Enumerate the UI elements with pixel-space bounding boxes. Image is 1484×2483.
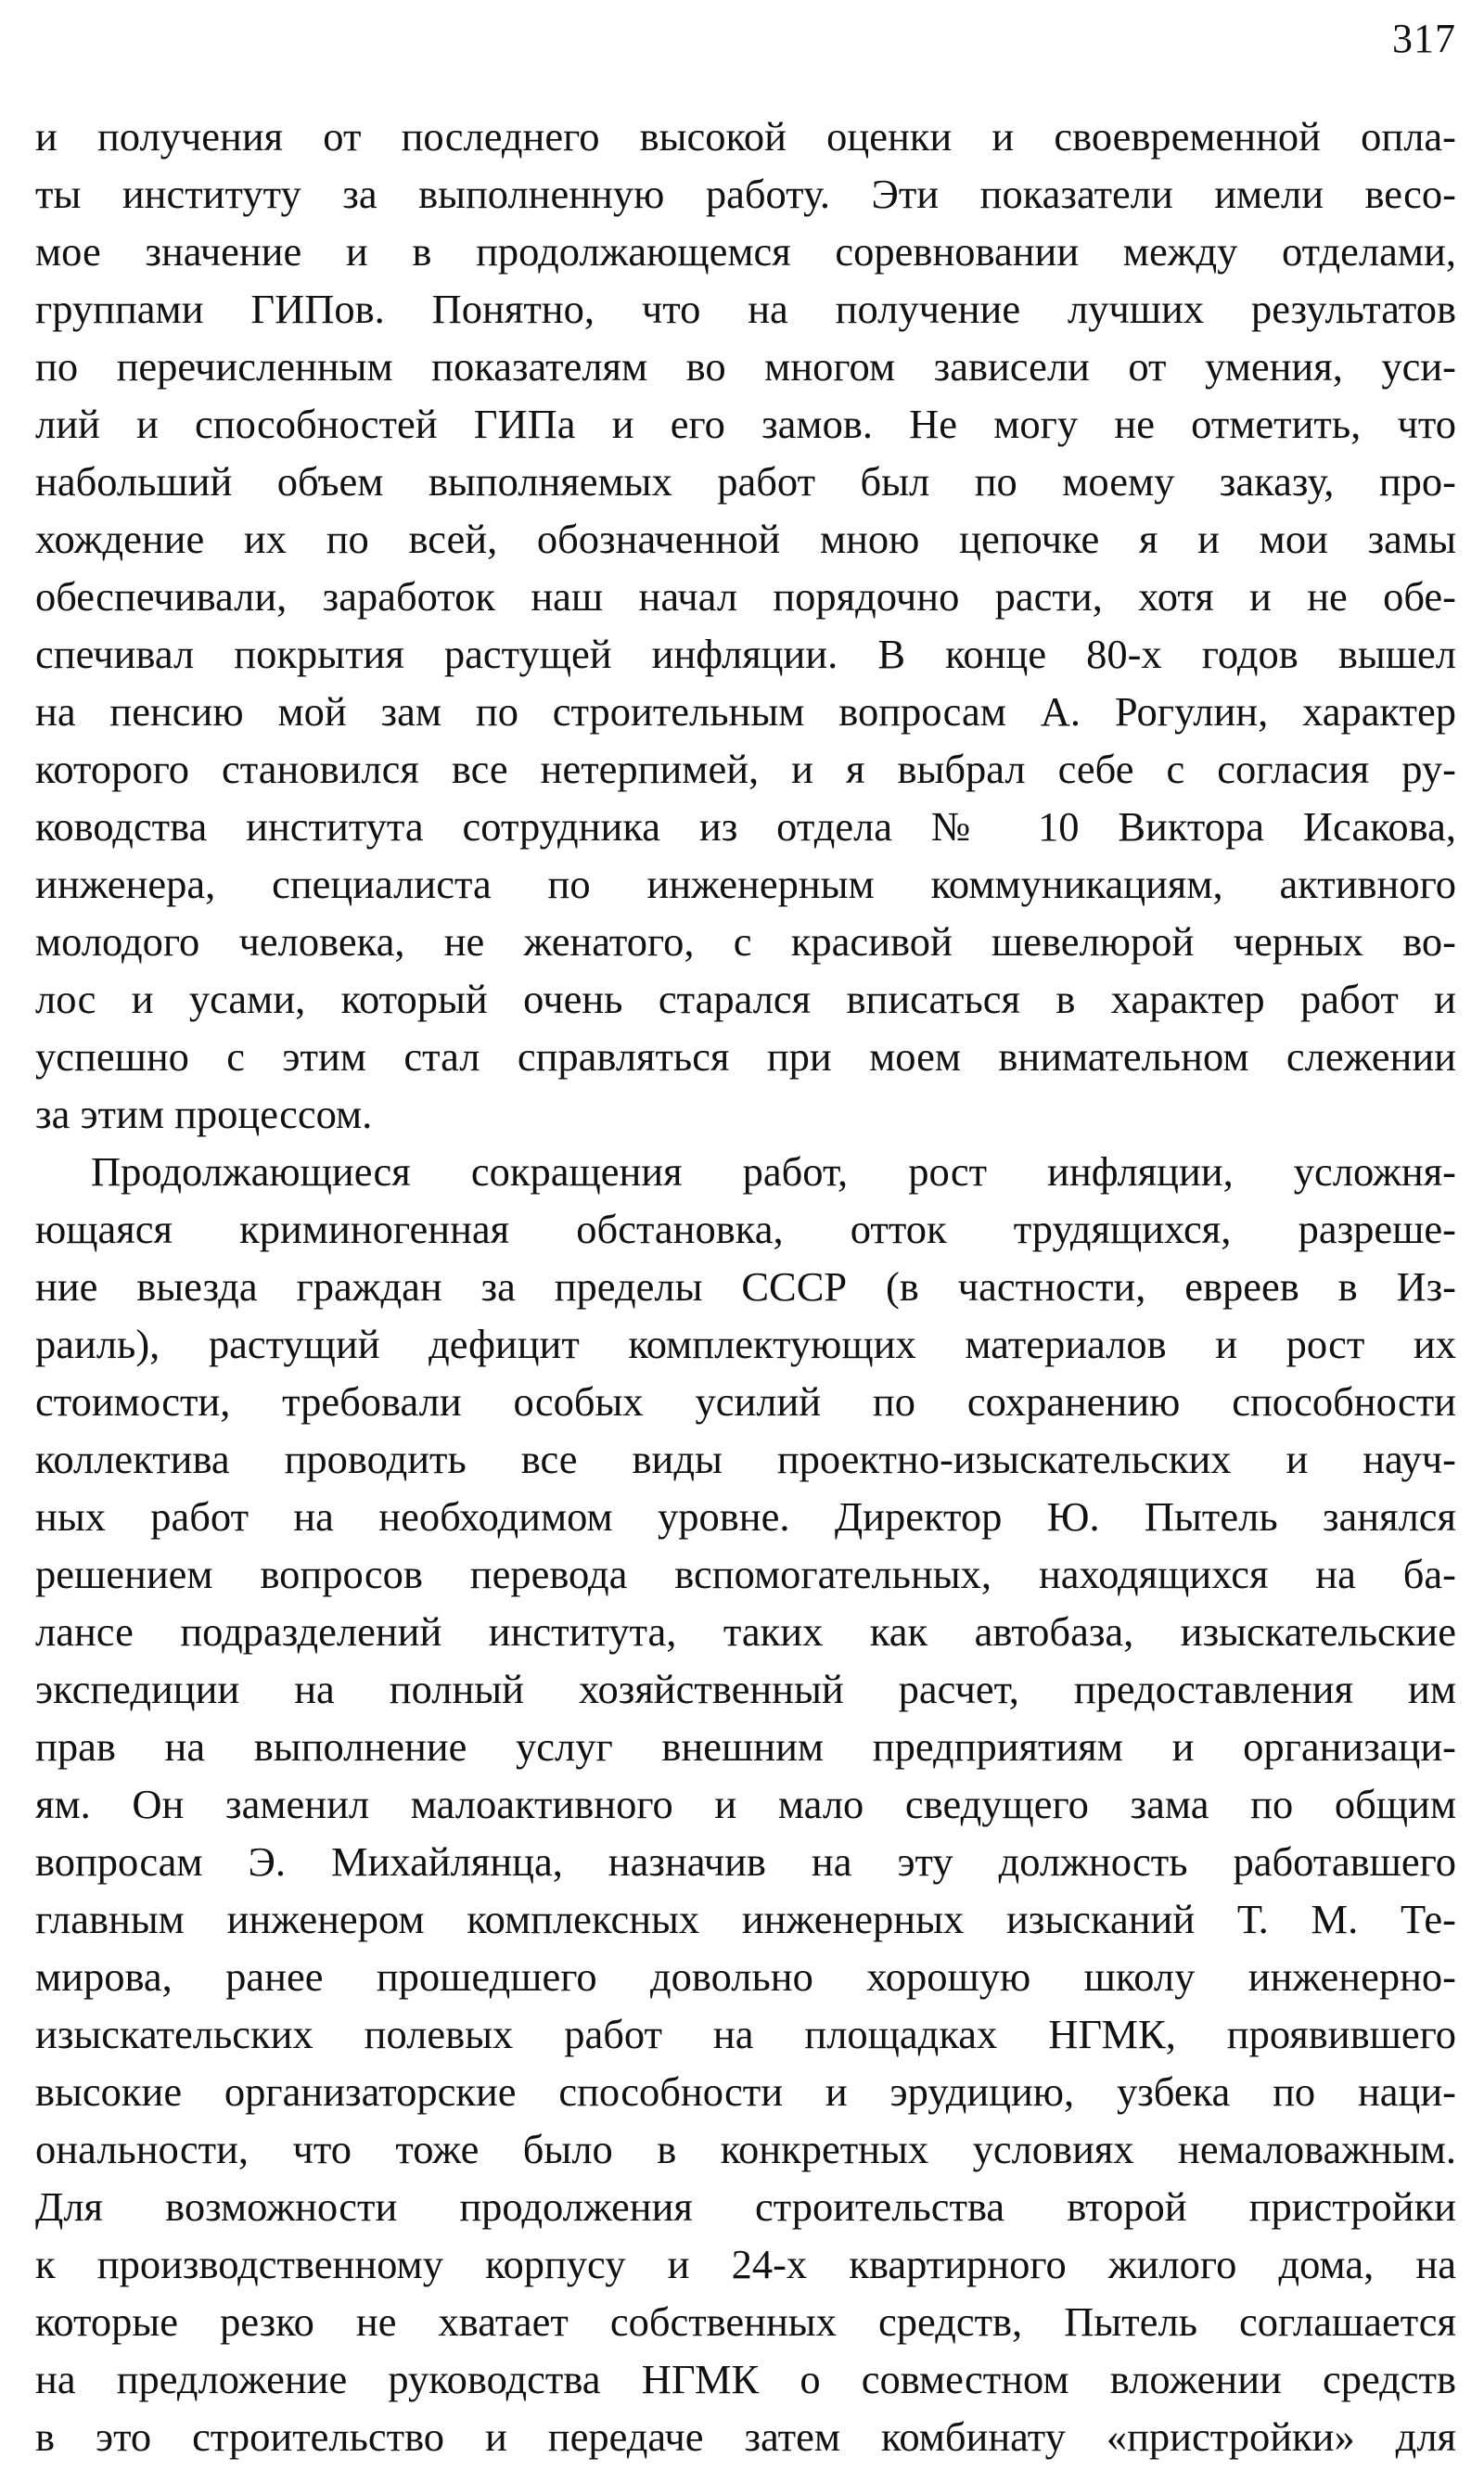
text-line: на пенсию мой зам по строительным вопросам А. Рогулин, характер xyxy=(35,688,1456,735)
text-line: к производственному корпусу и 24-х квартирного жилого дома, на xyxy=(35,2241,1456,2287)
text-line: спечивал покрытия растущей инфляции. В конце 80-х годов вышел xyxy=(35,631,1456,677)
text-line: мирова, ранее прошедшего довольно хорошую школу инженерно- xyxy=(35,1953,1456,2000)
text-line: ных работ на необходимом уровне. Директор Ю. Пытель занялся xyxy=(35,1493,1456,1540)
text-line: изыскательских полевых работ на площадках НГМК, проявившего xyxy=(35,2011,1456,2057)
text-line: стоимости, требовали особых усилий по сохранению способности xyxy=(35,1378,1456,1425)
text-line: высокие организаторские способности и эрудицию, узбека по наци- xyxy=(35,2068,1456,2115)
text-line: ональности, что тоже было в конкретных условиях немаловажным. xyxy=(35,2126,1456,2172)
text-line: группами ГИПов. Понятно, что на получение лучших результатов xyxy=(35,286,1456,332)
text-line: инженера, специалиста по инженерным коммуникациям, активного xyxy=(35,861,1456,907)
body-text xyxy=(35,108,1456,2465)
text-line: за этим процессом. xyxy=(35,1091,373,1137)
text-line: которые резко не хватает собственных средств, Пытель соглашается xyxy=(35,2298,1456,2345)
text-line: раиль), растущий дефицит комплектующих материалов и рост их xyxy=(35,1321,1456,1367)
text-line: мое значение и в продолжающемся соревновании между отделами, xyxy=(35,228,1456,275)
text-line: лансе подразделений института, таких как автобаза, изыскательские xyxy=(35,1608,1456,1655)
text-line: ям. Он заменил малоактивного и мало сведущего зама по общим xyxy=(35,1781,1456,1827)
text-line: Для возможности продолжения строительства второй пристройки xyxy=(35,2183,1456,2230)
text-line: ководства института сотрудника из отдела № 10 Виктора Исакова, xyxy=(35,803,1456,850)
text-line: по перечисленным показателям во многом зависели от умения, уси- xyxy=(35,343,1456,390)
text-line: прав на выполнение услуг внешним предприятиям и организаци- xyxy=(35,1723,1456,1770)
text-line: набольший объем выполняемых работ был по моему заказу, про- xyxy=(35,458,1456,505)
text-line: лий и способностей ГИПа и его замов. Не могу не отметить, что xyxy=(35,401,1456,447)
text-line: лос и усами, который очень старался вписаться в характер работ и xyxy=(35,976,1456,1022)
text-line: успешно с этим стал справляться при моем внимательном слежении xyxy=(35,1033,1456,1080)
text-line: коллектива проводить все виды проектно-изыскательских и науч- xyxy=(35,1436,1456,1482)
text-line: на предложение руководства НГМК о совместном вложении средств xyxy=(35,2356,1456,2402)
text-line: молодого человека, не женатого, с красивой шевелюрой черных во- xyxy=(35,918,1456,965)
text-line: которого становился все нетерпимей, и я выбрал себе с согласия ру- xyxy=(35,746,1456,792)
text-line: ты институту за выполненную работу. Эти показатели имели весо- xyxy=(35,171,1456,217)
text-line: и получения от последнего высокой оценки и своевременной опла- xyxy=(35,113,1456,160)
text-line: Продолжающиеся сокращения работ, рост инфляции, усложня- xyxy=(91,1148,1456,1195)
text-line: ние выезда граждан за пределы СССР (в частности, евреев в Из- xyxy=(35,1263,1456,1310)
text-line: в это строительство и передаче затем комбинату «пристройки» для xyxy=(35,2413,1456,2460)
text-line: ющаяся криминогенная обстановка, отток трудящихся, разреше- xyxy=(35,1206,1456,1252)
text-line: экспедиции на полный хозяйственный расчет, предоставления им xyxy=(35,1666,1456,1712)
page-number: 317 xyxy=(1392,16,1456,61)
text-line: решением вопросов перевода вспомогательных, находящихся на ба- xyxy=(35,1551,1456,1597)
text-line: главным инженером комплексных инженерных изысканий Т. М. Те- xyxy=(35,1896,1456,1942)
text-line: хождение их по всей, обозначенной мною цепочке я и мои замы xyxy=(35,516,1456,562)
text-line: обеспечивали, заработок наш начал порядочно расти, хотя и не обе- xyxy=(35,573,1456,620)
text-line: вопросам Э. Михайлянца, назначив на эту должность работавшего xyxy=(35,1838,1456,1885)
